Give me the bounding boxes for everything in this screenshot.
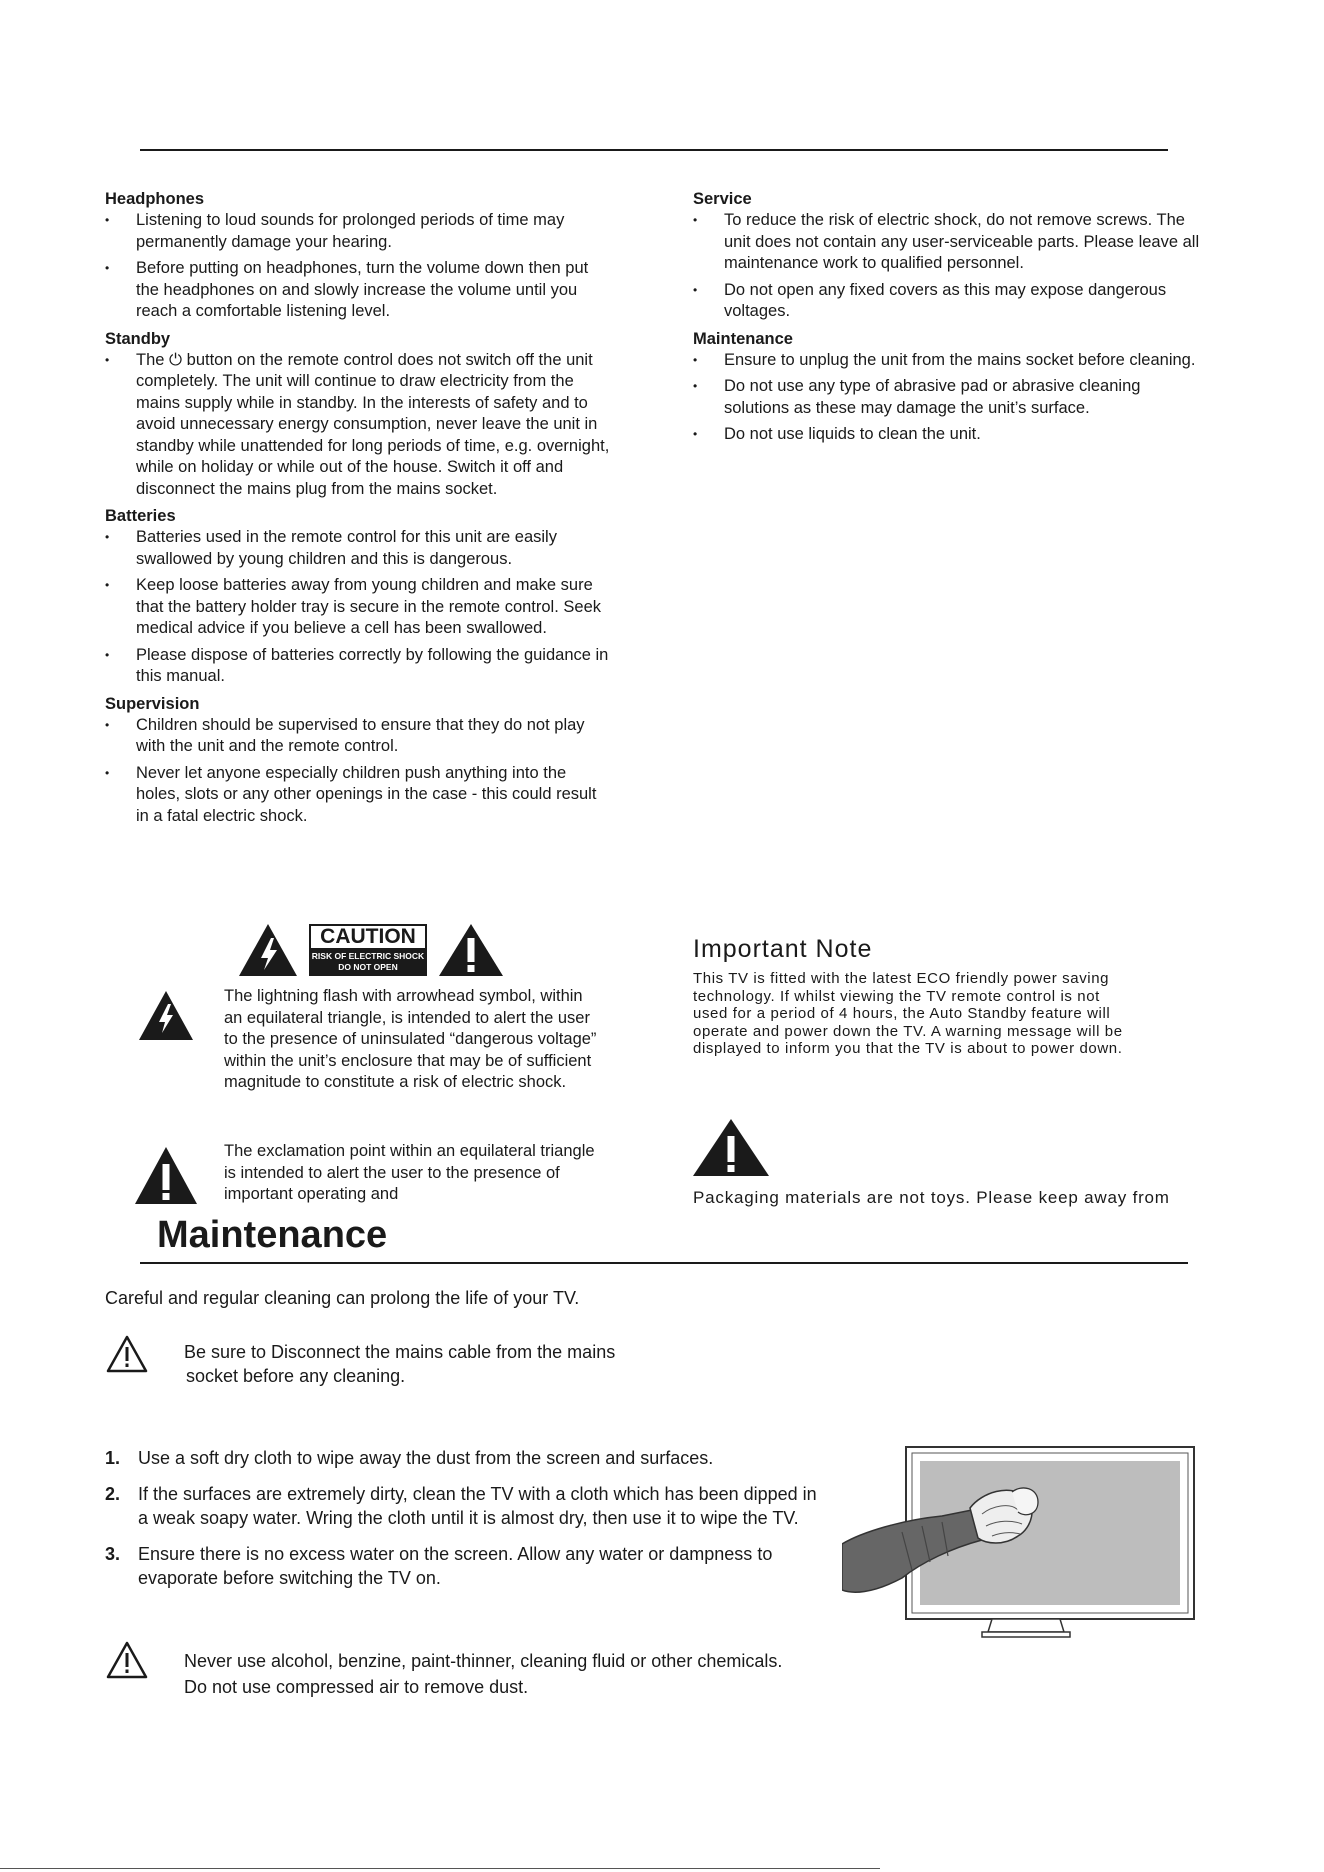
warning-outline-icon xyxy=(105,1640,149,1680)
note-line: technology. If whilst viewing the TV remote control is not xyxy=(693,987,1100,1005)
bullet-item: • Please dispose of batteries correctly by following the guidance in this manual. xyxy=(105,645,610,688)
caution-title: CAUTION xyxy=(311,926,425,950)
section-batteries xyxy=(105,505,610,688)
section-heading: Maintenance xyxy=(693,329,793,348)
cleaning-steps xyxy=(105,1446,823,1602)
bullet-item: • Do not open any fixed covers as this may expose dangerous voltages. xyxy=(693,280,1203,323)
bullet-item: • Children should be supervised to ensure that they do not play with the unit and the remote control. xyxy=(105,715,610,758)
section-heading: Service xyxy=(693,190,752,208)
section-standby xyxy=(105,328,610,501)
bullet-item: • Do not use liquids to clean the unit. xyxy=(693,424,1203,446)
bullet-item: • To reduce the risk of electric shock, do not remove screws. The unit does not contain any user-serviceable parts. Please leave all maintenance work to qualified personnel. xyxy=(693,210,1203,275)
bullet-item: • Ensure to unplug the unit from the mains socket before cleaning. xyxy=(693,350,1203,372)
lightning-warning-icon xyxy=(237,922,299,978)
section-supervision xyxy=(105,693,610,828)
bullet-item: • Listening to loud sounds for prolonged periods of time may permanently damage your hearing. xyxy=(105,210,610,253)
warning-line: Do not use compressed air to remove dust. xyxy=(184,1677,529,1697)
caution-box xyxy=(309,924,427,976)
maintenance-intro: Careful and regular cleaning can prolong the life of your TV. xyxy=(105,1288,580,1308)
step-text: If the surfaces are extremely dirty, clean the TV with a cloth which has been dipped in a weak soapy water. Wring the cloth until it is almost dry, then use it to wipe the TV. xyxy=(138,1484,817,1528)
lightning-description: The lightning flash with arrowhead symbol, within an equilateral triangle, is intended to alert the user to the presence of uninsulated “dangerous voltage” within the unit’s enclosure that may be of sufficient magnitude to constitute a risk of electric shock. xyxy=(224,987,597,1091)
bullet-item: • Batteries used in the remote control for this unit are easily swallowed by young children and this is dangerous. xyxy=(105,527,610,570)
section-heading: Batteries xyxy=(105,507,176,525)
chemicals-warning xyxy=(184,1648,782,1700)
bullet-item: • Never let anyone especially children push anything into the holes, slots or any other openings in the case - this could result in a fatal electric shock. xyxy=(105,763,610,828)
bullet-item: • Do not use any type of abrasive pad or abrasive cleaning solutions as these may damage the unit’s surface. xyxy=(693,376,1203,419)
note-line: used for a period of 4 hours, the Auto Standby feature will xyxy=(693,1005,1111,1022)
top-rule xyxy=(140,149,1168,151)
exclamation-description: The exclamation point within an equilateral triangle is intended to alert the user to the presence of important operating and xyxy=(224,1142,595,1203)
note-line: operate and power down the TV. A warning message will be xyxy=(693,1022,1123,1040)
warning-line: socket before any cleaning. xyxy=(186,1366,406,1386)
warning-line: Never use alcohol, benzine, paint-thinner, cleaning fluid or other chemicals. xyxy=(184,1651,783,1671)
step-text: Use a soft dry cloth to wipe away the dust from the screen and surfaces. xyxy=(138,1448,714,1468)
step-item xyxy=(105,1542,823,1590)
section-maintenance-right xyxy=(693,328,1203,446)
important-note-body xyxy=(693,970,1253,1058)
bullet-item: • Keep loose batteries away from young children and make sure that the battery holder tray is secure in the remote control. Seek medical advice if you believe a cell has been swallowed. xyxy=(105,575,610,640)
section-heading: Headphones xyxy=(105,190,205,208)
maintenance-rule xyxy=(140,1262,1188,1264)
step-item xyxy=(105,1446,823,1470)
exclamation-warning-icon xyxy=(692,1118,770,1178)
exclamation-warning-icon xyxy=(437,922,505,978)
caution-line1: RISK OF ELECTRIC SHOCK xyxy=(311,951,425,961)
step-number: 1. xyxy=(105,1448,121,1468)
tv-cleaning-illustration xyxy=(842,1444,1198,1644)
step-number: 3. xyxy=(105,1544,121,1564)
caution-line2: DO NOT OPEN xyxy=(338,962,398,972)
step-text: Ensure there is no excess water on the screen. Allow any water or dampness to evaporate before switching the TV on. xyxy=(138,1544,773,1588)
section-heading: Supervision xyxy=(105,694,200,713)
step-number: 2. xyxy=(105,1484,121,1504)
left-column xyxy=(105,188,610,832)
warning-line: Be sure to Disconnect the mains cable from the mains xyxy=(184,1342,616,1362)
bullet-item: • The ⏻ button on the remote control does not switch off the unit completely. The unit will continue to draw electricity from the mains supply while in standby. In the interests of safety and to avoid unnecessary energy consumption, never leave the unit in standby while unattended for long periods of time, e.g. overnight, while on holiday or while out of the house. Switch it off and disconnect the mains plug from the mains socket. xyxy=(105,350,610,501)
section-headphones xyxy=(105,188,610,323)
section-service xyxy=(693,188,1203,323)
bullet-item: • Before putting on headphones, turn the volume down then put the headphones on and slowly increase the volume until you reach a comfortable listening level. xyxy=(105,258,610,323)
important-note-title: Important Note xyxy=(693,935,873,963)
note-line: This TV is fitted with the latest ECO friendly power saving xyxy=(693,970,1110,987)
exclamation-warning-icon xyxy=(134,1146,198,1206)
lightning-warning-icon xyxy=(138,990,194,1042)
warning-outline-icon xyxy=(105,1334,149,1374)
disconnect-warning xyxy=(184,1340,615,1388)
note-line: displayed to inform you that the TV is about to power down. xyxy=(693,1040,1123,1057)
maintenance-title: Maintenance xyxy=(157,1214,388,1256)
caution-label xyxy=(237,922,505,978)
packaging-warning-text: Packaging materials are not toys. Please keep away from xyxy=(693,1188,1170,1207)
bottom-rule xyxy=(0,1868,880,1869)
section-heading: Standby xyxy=(105,329,171,348)
right-column xyxy=(693,188,1203,451)
step-item xyxy=(105,1482,823,1530)
